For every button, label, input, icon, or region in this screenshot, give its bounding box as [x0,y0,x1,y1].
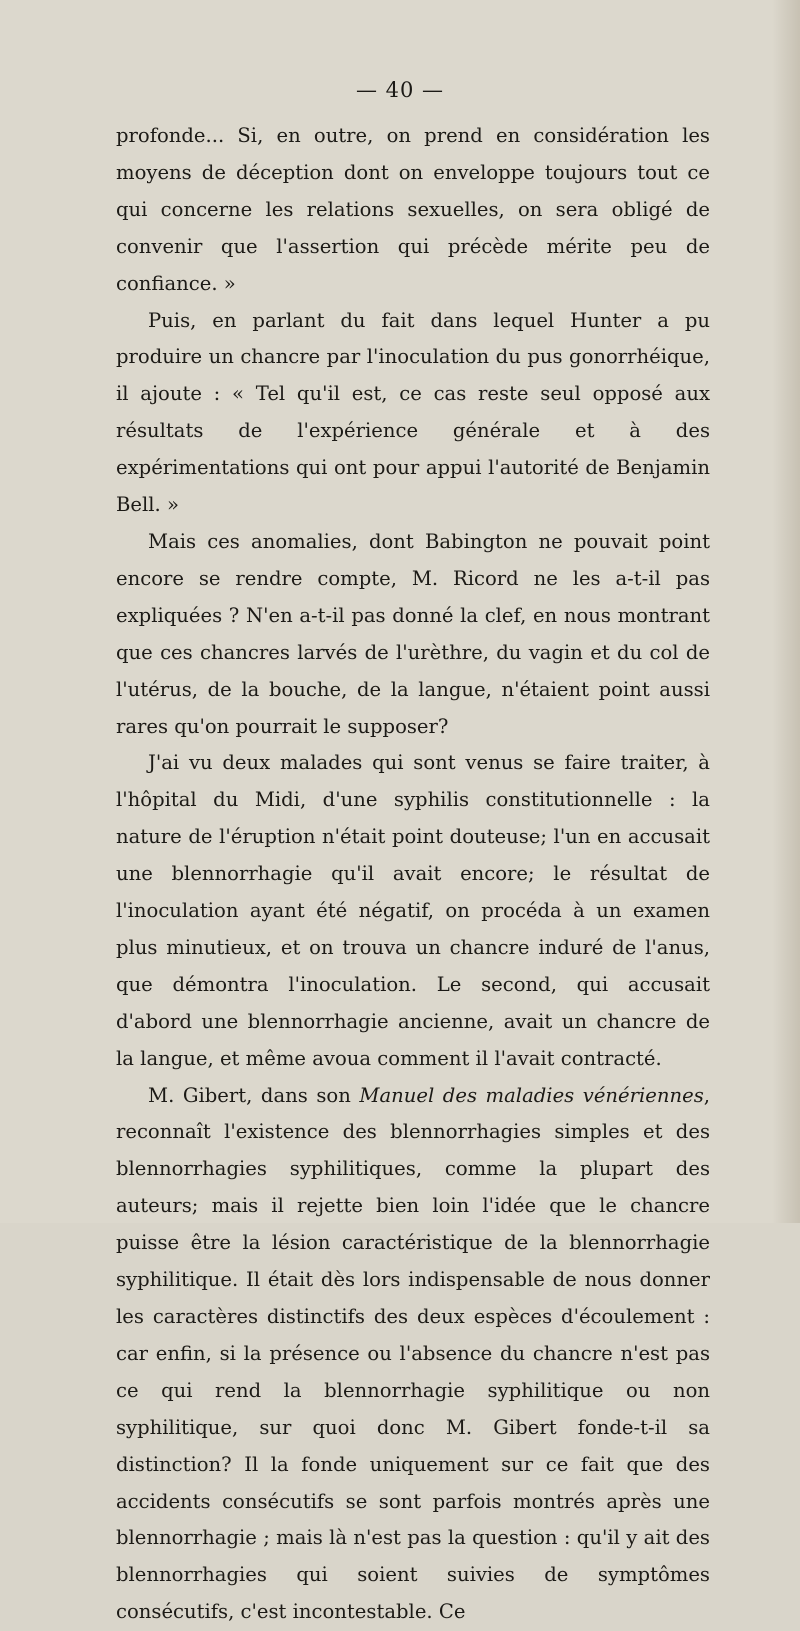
paragraph: profonde... Si, en outre, on prend en considération les moyens de déception dont on enveloppe toujours tout ce qui concerne les relations sexuelles, on sera obligé de convenir que l'assertion qui précède mérite peu de confiance. » [116,124,710,295]
paragraph: Mais ces anomalies, dont Babington ne pouvait point encore se rendre compte, M. Ricord ne les a-t-il pas expliquées ? N'en a-t-il pas donné la clef, en nous montrant que ces chancres larvés de l'urèthre, du vagin et du col de l'utérus, de la bouche, de la langue, n'étaient point aussi rares qu'on pourrait le supposer? [116,529,710,738]
book-title: Manuel des maladies vénériennes [359,1083,704,1107]
paragraph: J'ai vu deux malades qui sont venus se faire traiter, à l'hôpital du Midi, d'une syphilis constitutionnelle : la nature de l'éruption n'était point douteuse; l'un en accusait une blennorrhagie qu'il avait encore; le résultat de l'inoculation ayant été négatif, on procéda à un examen plus minutieux, et on trouva un chancre induré de l'anus, que démontra l'inoculation. Le second, qui accusait d'abord une blennorrhagie ancienne, avait un chancre de la langue, et même avoua comment il l'avait contracté. [116,751,710,1070]
page-number: — 40 — [355,78,445,102]
body-text [116,118,710,1631]
paragraph-text: M. Gibert, dans son [148,1083,360,1107]
paragraph [116,1078,710,1631]
paragraph-text: , reconnaît l'existence des blennorrhagies simples et des blennorrhagies syphilitiques, comme la plupart des auteurs; mais il rejette bien loin l'idée que le chancre puisse être la lésion caractéristique de la blennorrhagie syphilitique. Il était dès lors indispensable de nous donner les caractères distinctifs des deux espèces d'écoulement : car enfin, si la présence ou l'absence du chancre n'est pas ce qui rend la blennorrhagie syphilitique ou non syphilitique, sur quoi donc M. Gibert fonde-t-il sa distinction? Il la fonde uniquement sur ce fait que des accidents consécutifs se sont parfois montrés après une blennorrhagie ; mais là n'est pas la question : qu'il y ait des blennorrhagies qui soient suivies de symptômes consécutifs, c'est incontestable. Ce [116,1083,711,1624]
paragraph: Puis, en parlant du fait dans lequel Hunter a pu produire un chancre par l'inoculation du pus gonorrhéique, il ajoute : « Tel qu'il est, ce cas reste seul opposé aux résultats de l'expérience générale et à des expérimentations qui ont pour appui l'autorité de Benjamin Bell. » [116,308,710,517]
